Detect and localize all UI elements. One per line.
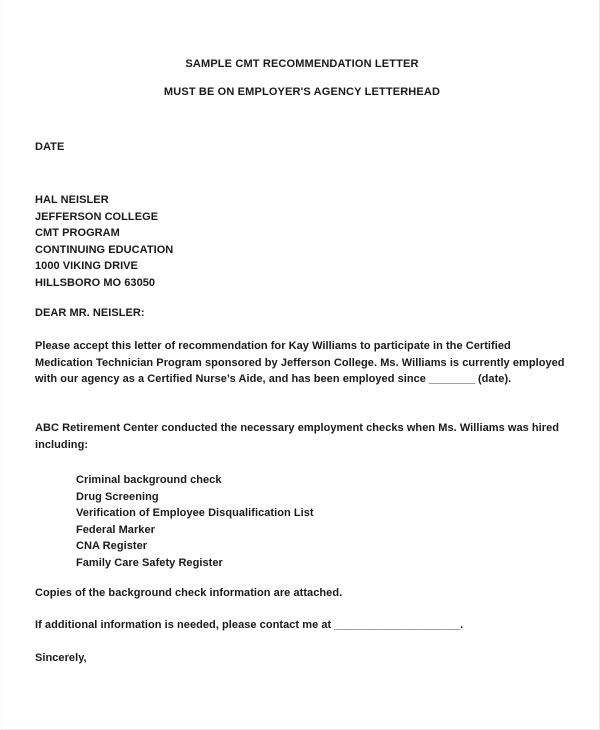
letter-heading-block (35, 58, 569, 98)
recipient-address-block (35, 192, 173, 291)
body-paragraph-4 (35, 617, 569, 634)
list-item: Criminal background check (76, 474, 222, 486)
list-item: Family Care Safety Register (76, 556, 223, 569)
paragraph-4-period: . (460, 619, 464, 631)
paragraph-1-date-note: (date). (477, 373, 512, 385)
body-paragraph-3: Copies of the background check information are attached. (35, 587, 343, 599)
document-title: SAMPLE CMT RECOMMENDATION LETTER (185, 58, 419, 70)
closing-salutation: Sincerely, (35, 652, 87, 664)
list-item: Drug Screening (76, 490, 159, 503)
employment-checks-list (76, 472, 536, 571)
address-line: CMT PROGRAM (35, 227, 120, 239)
address-line: HAL NEISLER (35, 194, 109, 206)
body-paragraph-1 (35, 338, 569, 388)
paragraph-1-text: Please accept this letter of recommendation for Kay Williams to participate in the Certified Medication Technician Program sponsored by Jefferson College. Ms. Williams is currently employed with our agency as a Certified Nurse’s Aide, and has been employed since (35, 340, 565, 385)
address-line: 1000 VIKING DRIVE (35, 260, 138, 272)
employment-date-blank: ________ (429, 373, 475, 385)
list-item: Verification of Employee Disqualification List (76, 507, 314, 519)
paragraph-4-text: If additional information is needed, please contact me at (35, 619, 332, 631)
document-subtitle: MUST BE ON EMPLOYER'S AGENCY LETTERHEAD (163, 86, 441, 98)
list-item: CNA Register (76, 540, 148, 552)
list-item: Federal Marker (76, 523, 155, 536)
date-label: DATE (35, 141, 65, 153)
address-line: JEFFERSON COLLEGE (35, 210, 159, 223)
address-line: HILLSBORO MO 63050 (35, 276, 156, 289)
contact-info-blank: ______________________ (334, 619, 461, 631)
body-paragraph-2: ABC Retirement Center conducted the necessary employment checks when Ms. Williams was hired including: (35, 422, 560, 451)
address-line: CONTINUING EDUCATION (35, 243, 174, 256)
salutation: DEAR MR. NEISLER: (35, 307, 145, 319)
